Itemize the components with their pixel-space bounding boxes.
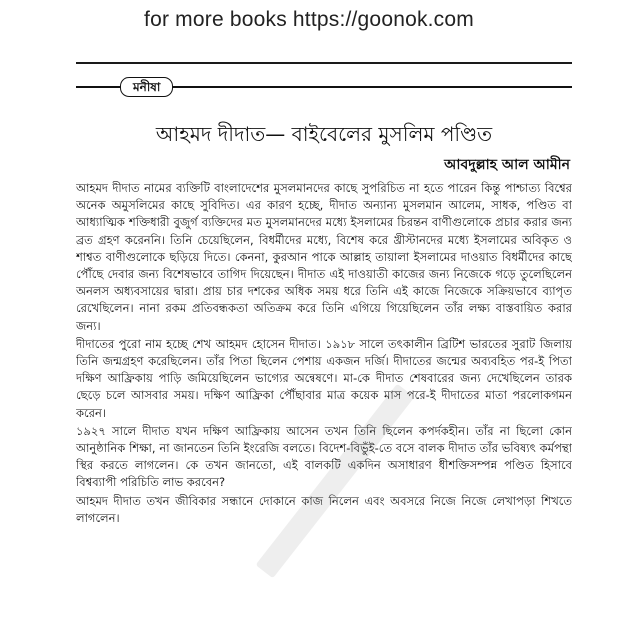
article-title: আহমদ দীদাত— বাইবেলের মুসলিম পণ্ডিত: [155, 122, 493, 146]
top-rule: [76, 62, 572, 64]
paragraph: আহমদ দীদাত নামের ব্যক্তিটি বাংলাদেশের মুসলমানদের কাছে সুপরিচিত না হতে পারেন কিন্তু পাশ্চাত্য বিশ্বের অনেক অমুসলিমের কাছে সুবিদিত। এর কারণ হচ্ছে, দীদাত অন্যান্য মুসলমান আলেম, সাধক, পণ্ডিত বা আধ্যাত্মিক শক্তিধারী বুজুর্গ ব্যক্তিদের মত মুসলমানদের মধ্যে ইসলামের চিরন্তন বাণীগুলোকে প্রচার করার জন্য ব্রত গ্রহণ করেননি। তিনি চেয়েছিলেন, বিধর্মীদের মধ্যে, বিশেষ করে খ্রীস্টানদের মধ্যে ইসলামের অবিকৃত ও শাশ্বত বাণীগুলোকে ছড়িয়ে দিতে। কেননা, কুরআন পাকে আল্লাহ তায়ালা ইসলামের দাওয়াত বিধর্মীদের কাছে পৌঁছে দেবার জন্য বিশেষভাবে তাগিদ দিয়েছেন। দীদাত এই দাওয়াতী কাজের জন্য নিজেকে গড়ে তুলেছিলেন অনলস অধ্যবসায়ের দ্বারা। প্রায় চার দশকের অধিক সময় ধরে তিনি এই কাজে নিজেকে সক্রিয়ভাবে ব্যাপৃত রেখেছিলেন। নানা রকম প্রতিবন্ধকতা অতিক্রম করে তিনি এগিয়ে গিয়েছিলেন তাঁর লক্ষ্য বাস্তবায়িত করার জন্য।: [76, 181, 572, 333]
site-banner: for more books https://goonok.com: [144, 8, 474, 31]
paragraph: দীদাতের পুরো নাম হচ্ছে শেখ আহমদ হোসেন দীদাত। ১৯১৮ সালে তৎকালীন ব্রিটিশ ভারতের সুরাট জিলায় তিনি জন্মগ্রহণ করেছিলেন। তাঁর পিতা ছিলেন পেশায় একজন দর্জি। দীদাতের জন্মের অব্যবহিত পর-ই পিতা দক্ষিণ আফ্রিকায় পাড়ি জমিয়েছিলেন ভাগ্যের অন্বেষণে। মা-কে দীদাত শেষবারের জন্য দেখেছিলেন তারক ছেড়ে চলে আসবার সময়। দক্ষিণ আফ্রিকা পৌঁছাবার মাত্র কয়েক মাস পরে-ই দীদাতের মাতা পরলোকগমন করেন।: [76, 336, 572, 420]
paragraph: আহমদ দীদাত তখন জীবিকার সন্ধানে দোকানে কাজ নিলেন এবং অবসরে নিজে নিজে লেখাপড়া শিখতে লাগলেন।: [76, 493, 572, 525]
article-body: [76, 180, 572, 627]
section-header: [76, 77, 572, 97]
paragraph: ১৯২৭ সালে দীদাত যখন দক্ষিণ আফ্রিকায় আসেন তখন তিনি ছিলেন কপর্দকহীন। তাঁর না ছিলো কোন আনুষ্ঠানিক শিক্ষা, না জানতেন তিনি ইংরেজি বলতে। বিদেশ-বিভুঁই-তে বসে বালক দীদাত তাঁর ভবিষ্যৎ কর্মপন্থা স্থির করতে লাগলেন। কে তখন জানতো, এই বালকটি একদিন অসাধারণ ধীশক্তিসম্পন্ন পণ্ডিত হিসাবে বিশ্বব্যাপী পরিচিতি লাভ করবেন?: [76, 423, 572, 490]
section-tag: মনীষা: [120, 77, 173, 97]
article-author: আবদুল্লাহ আল আমীন: [444, 157, 570, 173]
